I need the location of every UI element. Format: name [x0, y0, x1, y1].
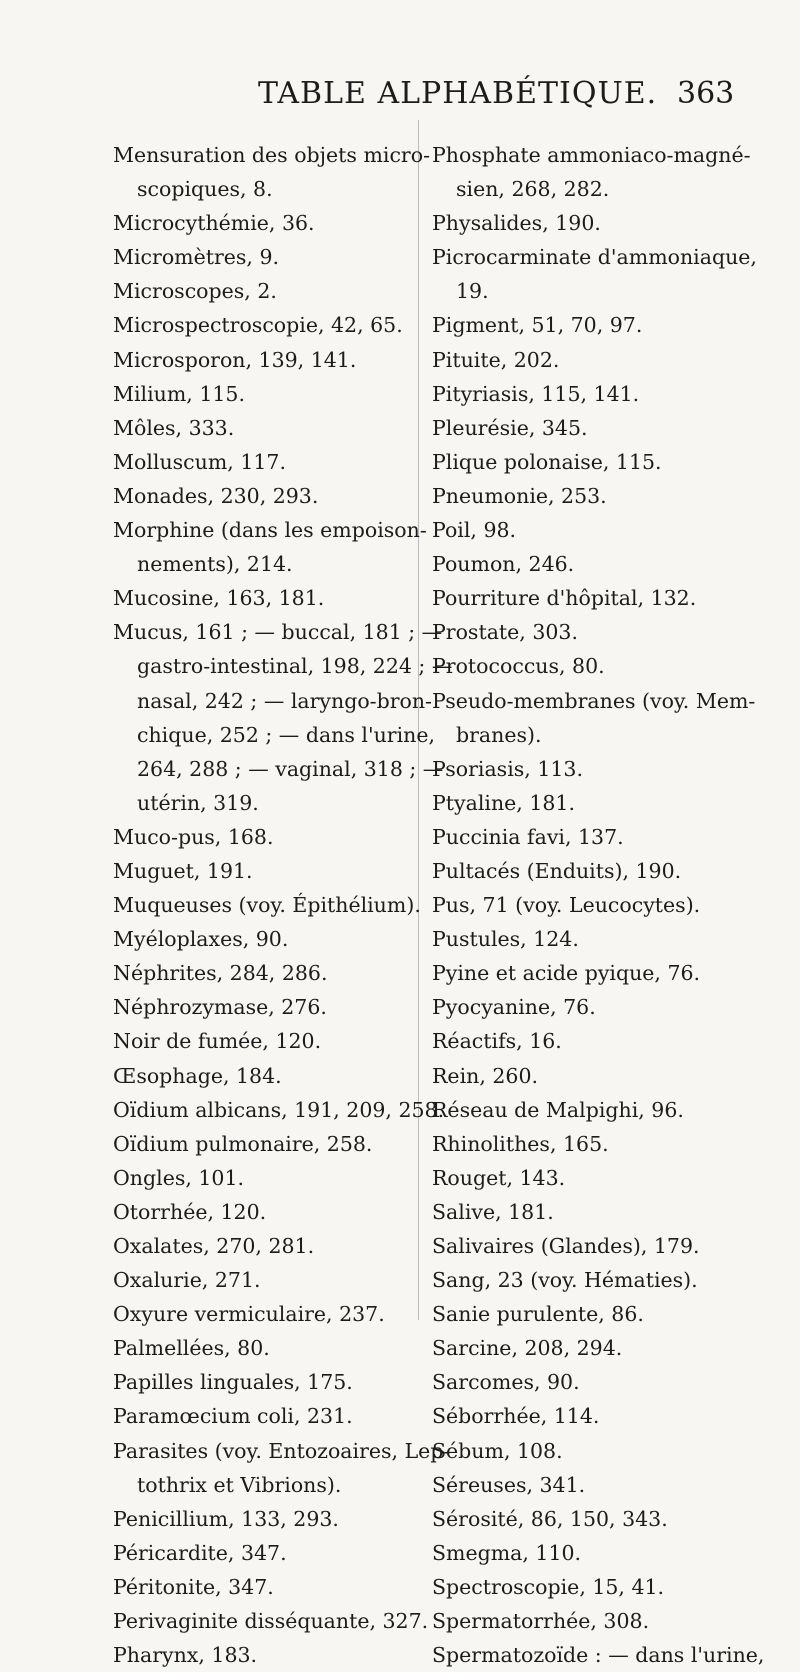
- index-entry: Sanie purulente, 86.: [432, 1302, 644, 1327]
- index-entry: Pityriasis, 115, 141.: [432, 381, 640, 406]
- index-entry: Rouget, 143.: [432, 1165, 566, 1190]
- index-entry: Pituite, 202.: [432, 347, 560, 372]
- index-entry: Péritonite, 347.: [113, 1574, 274, 1599]
- index-entry: Pultacés (Enduits), 190.: [432, 858, 682, 883]
- index-entry: Molluscum, 117.: [113, 449, 286, 474]
- index-entry: Pharynx, 183.: [113, 1643, 258, 1668]
- index-entry: Psoriasis, 113.: [432, 756, 583, 781]
- index-entry: Pustules, 124.: [432, 927, 579, 952]
- index-entry: Rein, 260.: [432, 1063, 539, 1088]
- index-entry: Pneumonie, 253.: [432, 483, 607, 508]
- index-entry: Muco-pus, 168.: [113, 824, 274, 849]
- index-entry: Microscopes, 2.: [113, 279, 277, 304]
- index-entry: Noir de fumée, 120.: [113, 1029, 322, 1054]
- index-entry: Oïdium albicans, 191, 209, 258.: [113, 1097, 445, 1122]
- index-entry: Milium, 115.: [113, 381, 245, 406]
- page-number: 363: [677, 76, 735, 111]
- index-entry: Oïdium pulmonaire, 258.: [113, 1131, 373, 1156]
- index-entry: Microsporon, 139, 141.: [113, 347, 357, 372]
- index-entry: Réseau de Malpighi, 96.: [432, 1097, 684, 1122]
- index-entry: Puccinia favi, 137.: [432, 824, 624, 849]
- index-entry: Oxalurie, 271.: [113, 1268, 261, 1293]
- page-header: [0, 76, 800, 116]
- index-entry: Sang, 23 (voy. Hématies).: [432, 1268, 698, 1293]
- index-entry: Parasites (voy. Entozoaires, Lep- tothrix et Vibrions).: [113, 1438, 451, 1497]
- index-entry: Péricardite, 347.: [113, 1540, 287, 1565]
- index-entry: Muguet, 191.: [113, 858, 253, 883]
- index-entry: Paramœcium coli, 231.: [113, 1404, 353, 1429]
- index-entry: Réactifs, 16.: [432, 1029, 562, 1054]
- index-entry: Monades, 230, 293.: [113, 483, 319, 508]
- index-entry: Spectroscopie, 15, 41.: [432, 1574, 665, 1599]
- index-entry: Microspectroscopie, 42, 65.: [113, 313, 403, 338]
- index-entry: Pyine et acide pyique, 76.: [432, 961, 701, 986]
- index-entry: Otorrhée, 120.: [113, 1199, 267, 1224]
- index-entry: Pseudo-membranes (voy. Mem- branes).: [432, 688, 756, 747]
- index-entry: Phosphate ammoniaco-magné- sien, 268, 282.: [432, 143, 751, 202]
- index-entry: Pigment, 51, 70, 97.: [432, 313, 643, 338]
- index-entry: Ptyaline, 181.: [432, 790, 575, 815]
- index-entry: Physalides, 190.: [432, 211, 601, 236]
- index-entry: Sarcine, 208, 294.: [432, 1336, 623, 1361]
- index-entry: Salivaires (Glandes), 179.: [432, 1234, 700, 1258]
- index-entry: Myéloplaxes, 90.: [113, 927, 289, 952]
- index-entry: Mucosine, 163, 181.: [113, 586, 325, 611]
- index-entry: Ongles, 101.: [113, 1165, 245, 1190]
- index-entry: Néphrozymase, 276.: [113, 995, 327, 1020]
- index-entry: Micromètres, 9.: [113, 245, 280, 270]
- index-entry: Séborrhée, 114.: [432, 1404, 600, 1429]
- index-entry: Rhinolithes, 165.: [432, 1131, 609, 1156]
- index-entry: Penicillium, 133, 293.: [113, 1506, 339, 1531]
- index-entry: Perivaginite disséquante, 327.: [113, 1609, 429, 1634]
- index-entry: Pus, 71 (voy. Leucocytes).: [432, 893, 701, 918]
- index-entry: Sérosité, 86, 150, 343.: [432, 1506, 668, 1531]
- index-entry: Papilles linguales, 175.: [113, 1370, 353, 1395]
- index-entry: Spermatorrhée, 308.: [432, 1609, 650, 1634]
- index-entry: Pyocyanine, 76.: [432, 995, 596, 1020]
- index-entry: Picrocarminate d'ammoniaque, 19.: [432, 245, 757, 304]
- index-entry: Muqueuses (voy. Épithélium).: [113, 893, 421, 918]
- index-entry: Séreuses, 341.: [432, 1472, 586, 1497]
- index-entry: Mensuration des objets micro- scopiques, 8.: [113, 143, 430, 202]
- index-entry: Môles, 333.: [113, 415, 235, 440]
- index-entry: Plique polonaise, 115.: [432, 449, 662, 474]
- index-entry: Oxyure vermiculaire, 237.: [113, 1302, 385, 1327]
- index-entry: Morphine (dans les empoison- nements), 214.: [113, 518, 427, 577]
- index-entry: Prostate, 303.: [432, 620, 578, 645]
- index-entry: Sébum, 108.: [432, 1438, 563, 1463]
- index-entry: Oxalates, 270, 281.: [113, 1234, 315, 1258]
- page-title: TABLE ALPHABÉTIQUE.: [258, 76, 658, 111]
- index-entry: Œsophage, 184.: [113, 1063, 282, 1088]
- index-entry: Microcythémie, 36.: [113, 211, 315, 236]
- index-entry: Néphrites, 284, 286.: [113, 961, 328, 986]
- index-entry: Pourriture d'hôpital, 132.: [432, 586, 697, 611]
- index-entry: Poil, 98.: [432, 518, 517, 543]
- index-entry: Poumon, 246.: [432, 552, 575, 577]
- index-entry: Mucus, 161 ; — buccal, 181 ; — gastro-intestinal, 198, 224 ; — nasal, 242 ; — laryngo-bron- chique, 252 ; — dans l'urine, 264, 288 ; — vaginal, 318 ; — utérin, 319.: [113, 620, 453, 815]
- index-entry: Salive, 181.: [432, 1199, 554, 1224]
- index-entry: Protococcus, 80.: [432, 654, 605, 679]
- index-entry: Sarcomes, 90.: [432, 1370, 580, 1395]
- index-entry: Palmellées, 80.: [113, 1336, 270, 1361]
- index-column-left: [113, 138, 473, 1672]
- index-column-right: [432, 138, 792, 1672]
- index-entry: Smegma, 110.: [432, 1540, 582, 1565]
- index-entry: Pleurésie, 345.: [432, 415, 588, 440]
- index-entry: Spermatozoïde : — dans l'urine,: [432, 1643, 765, 1668]
